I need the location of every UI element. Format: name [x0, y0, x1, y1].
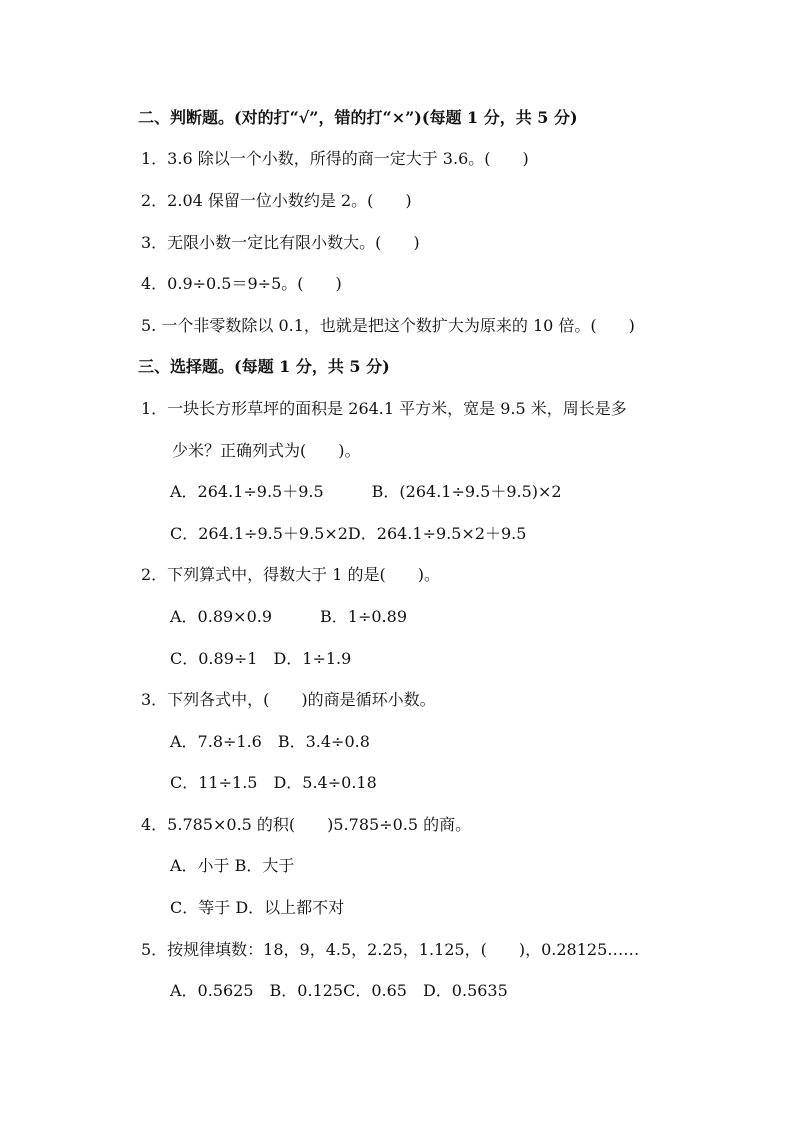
choice-question-2: 2．下列算式中，得数大于 1 的是( )。: [141, 565, 441, 584]
choice-question-3-options-ab: A．7.8÷1.6 B．3.4÷0.8: [170, 732, 370, 751]
choice-question-1-continuation: 少米？正确列式为( )。: [172, 441, 361, 460]
choice-question-5: 5．按规律填数：18，9，4.5，2.25，1.125，( )，0.28125……: [141, 940, 640, 959]
judgement-question-3: 3．无限小数一定比有限小数大。( ): [141, 233, 420, 252]
judgement-question-1: 1．3.6 除以一个小数，所得的商一定大于 3.6。( ): [141, 149, 529, 168]
choice-question-4: 4．5.785×0.5 的积( )5.785÷0.5 的商。: [141, 815, 472, 834]
choice-question-2-options-cd: C．0.89÷1 D．1÷1.9: [170, 649, 352, 668]
judgement-question-2: 2．2.04 保留一位小数约是 2。( ): [141, 191, 412, 210]
section-heading-choice: 三、选择题。(每题 1 分，共 5 分): [138, 357, 390, 376]
judgement-question-5: 5. 一个非零数除以 0.1，也就是把这个数扩大为原来的 10 倍。( ): [141, 316, 635, 335]
choice-question-2-options-ab: A．0.89×0.9 B．1÷0.89: [170, 607, 408, 626]
judgement-question-4: 4．0.9÷0.5＝9÷5。( ): [141, 274, 342, 293]
section-heading-judgement: 二、判断题。(对的打“√”，错的打“×”)(每题 1 分，共 5 分): [138, 108, 578, 127]
choice-question-4-options-cd: C．等于 D．以上都不对: [170, 898, 345, 917]
choice-question-1-options-cd: C．264.1÷9.5＋9.5×2D．264.1÷9.5×2＋9.5: [170, 524, 527, 543]
choice-question-1: 1．一块长方形草坪的面积是 264.1 平方米，宽是 9.5 米，周长是多: [141, 399, 627, 418]
choice-question-3: 3．下列各式中，( )的商是循环小数。: [141, 690, 436, 709]
choice-question-1-options-ab: A．264.1÷9.5＋9.5 B．(264.1÷9.5＋9.5)×2: [170, 482, 562, 501]
choice-question-5-options: A．0.5625 B．0.125C．0.65 D．0.5635: [170, 981, 508, 1000]
choice-question-4-options-ab: A．小于 B．大于: [170, 856, 295, 875]
choice-question-3-options-cd: C．11÷1.5 D．5.4÷0.18: [170, 773, 377, 792]
